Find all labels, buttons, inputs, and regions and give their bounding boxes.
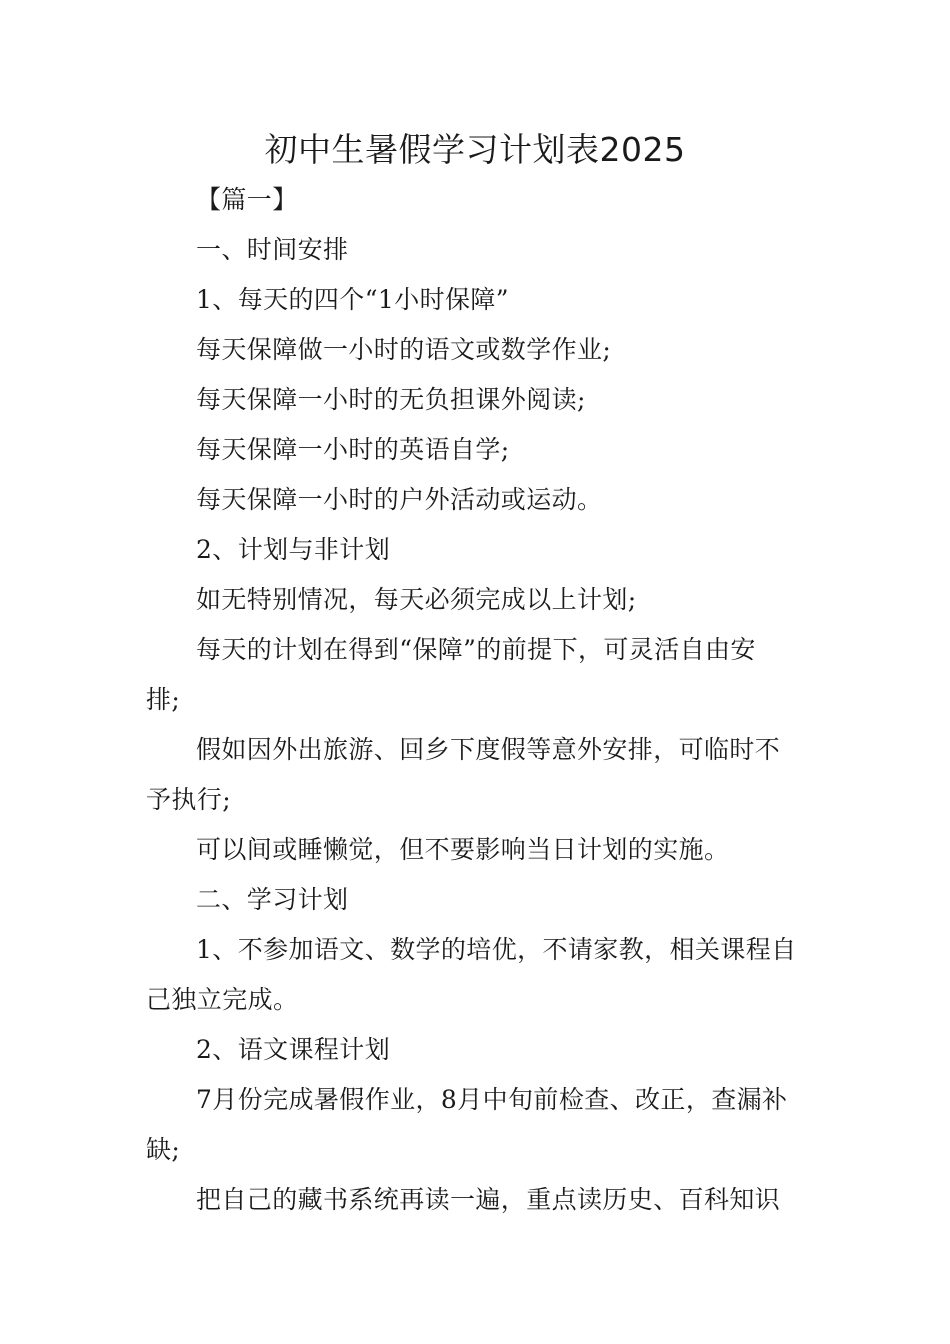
paragraph-line: 可以间或睡懒觉，但不要影响当日计划的实施。: [196, 835, 730, 864]
paragraph-line-continued: 缺;: [146, 1135, 181, 1164]
paragraph-line: 1、不参加语文、数学的培优，不请家教，相关课程自: [196, 935, 797, 964]
paragraph-line: 7月份完成暑假作业，8月中旬前检查、改正，查漏补: [196, 1085, 788, 1114]
paragraph-line-continued: 排;: [146, 685, 181, 714]
heading-study-plan: 二、学习计划: [196, 885, 349, 914]
paragraph-line: 每天保障一小时的无负担课外阅读;: [196, 385, 586, 414]
paragraph-line: 假如因外出旅游、回乡下度假等意外安排，可临时不: [196, 735, 781, 764]
subheading-four-hours: 1、每天的四个“1小时保障”: [196, 285, 509, 314]
paragraph-line: 如无特别情况，每天必须完成以上计划;: [196, 585, 637, 614]
paragraph-line: 每天的计划在得到“保障”的前提下，可灵活自由安: [196, 635, 756, 664]
document-title: 初中生暑假学习计划表2025: [264, 130, 686, 169]
paragraph-line: 每天保障一小时的户外活动或运动。: [196, 485, 603, 514]
section-heading: 【篇一】: [196, 185, 298, 214]
paragraph-line: 每天保障做一小时的语文或数学作业;: [196, 335, 612, 364]
document-body: [146, 175, 811, 1225]
subheading-chinese-plan: 2、语文课程计划: [196, 1035, 391, 1064]
subheading-plan-nonplan: 2、计划与非计划: [196, 535, 391, 564]
paragraph-line: 每天保障一小时的英语自学;: [196, 435, 510, 464]
paragraph-line-continued: 予执行;: [146, 785, 232, 814]
heading-time-arrangement: 一、时间安排: [196, 235, 349, 264]
paragraph-line: 把自己的藏书系统再读一遍，重点读历史、百科知识: [196, 1185, 781, 1214]
paragraph-line-continued: 己独立完成。: [146, 985, 299, 1014]
